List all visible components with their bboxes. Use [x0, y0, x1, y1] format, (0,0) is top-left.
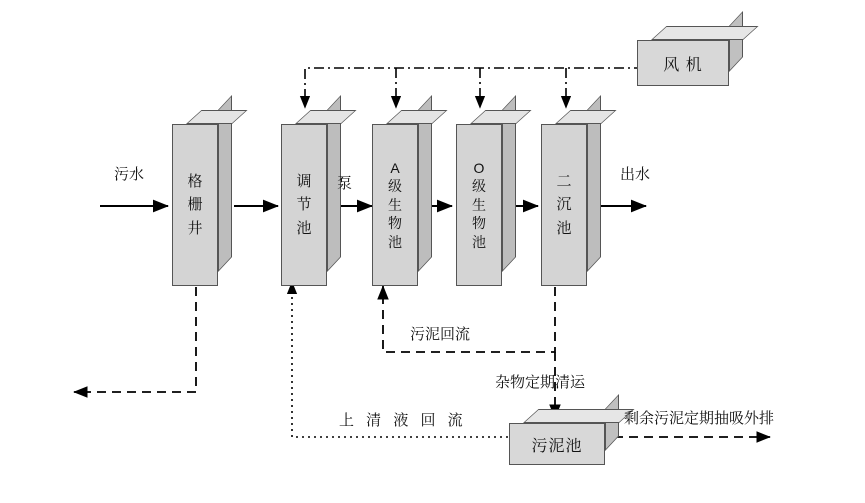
tank-label-char: 池	[388, 233, 402, 250]
box-top	[523, 409, 635, 423]
box-blower	[637, 26, 729, 86]
tank-top	[470, 110, 532, 124]
tank-label-char: 物	[388, 215, 402, 232]
tank-label-char: 格	[187, 173, 203, 191]
tank-face	[172, 124, 218, 286]
label-supernatant-return: 上 清 液 回 流	[339, 412, 467, 429]
tank-label-char: 井	[187, 219, 203, 237]
tank-label-char: 节	[296, 196, 312, 214]
tank-face	[456, 124, 502, 286]
tank-o-stage	[456, 110, 516, 272]
tank-label-char: 级	[472, 178, 486, 195]
tank-top	[186, 110, 248, 124]
tank-label-char: 栅	[187, 196, 203, 214]
tank-label-char: A	[390, 159, 400, 176]
tank-label-char: 物	[472, 215, 486, 232]
tank-top	[386, 110, 448, 124]
tank-face	[541, 124, 587, 286]
label-debris-removal: 杂物定期清运	[495, 374, 586, 391]
tank-label-char: O	[473, 159, 485, 176]
label-outlet: 出水	[620, 166, 651, 183]
tank-label-char: 调	[296, 173, 312, 191]
tank-grid-well	[172, 110, 232, 272]
tank-top	[555, 110, 617, 124]
box-label: 风 机	[637, 40, 729, 86]
tank-top	[295, 110, 357, 124]
box-side	[729, 11, 743, 72]
label-inlet: 污水	[114, 166, 145, 183]
box-label: 污泥池	[509, 423, 605, 465]
box-sludge-tank	[509, 409, 605, 465]
tank-label-char: 生	[472, 196, 486, 213]
tank-label-char: 池	[296, 219, 312, 237]
tank-face	[281, 124, 327, 286]
tank-a-stage	[372, 110, 432, 272]
tank-regulating	[281, 110, 341, 272]
tank-label-char: 池	[472, 233, 486, 250]
label-sludge-return: 污泥回流	[410, 326, 471, 343]
tank-label-char: 池	[556, 219, 572, 237]
tank-face	[372, 124, 418, 286]
tank-secondary-clarifier	[541, 110, 601, 272]
tank-label-char: 二	[556, 173, 572, 191]
label-pump: 泵	[337, 175, 353, 192]
label-excess-sludge: 剩余污泥定期抽吸外排	[624, 410, 775, 427]
tank-label-char: 级	[388, 178, 402, 195]
box-top	[651, 26, 759, 40]
tank-label-char: 沉	[556, 196, 572, 214]
tank-label-char: 生	[388, 196, 402, 213]
